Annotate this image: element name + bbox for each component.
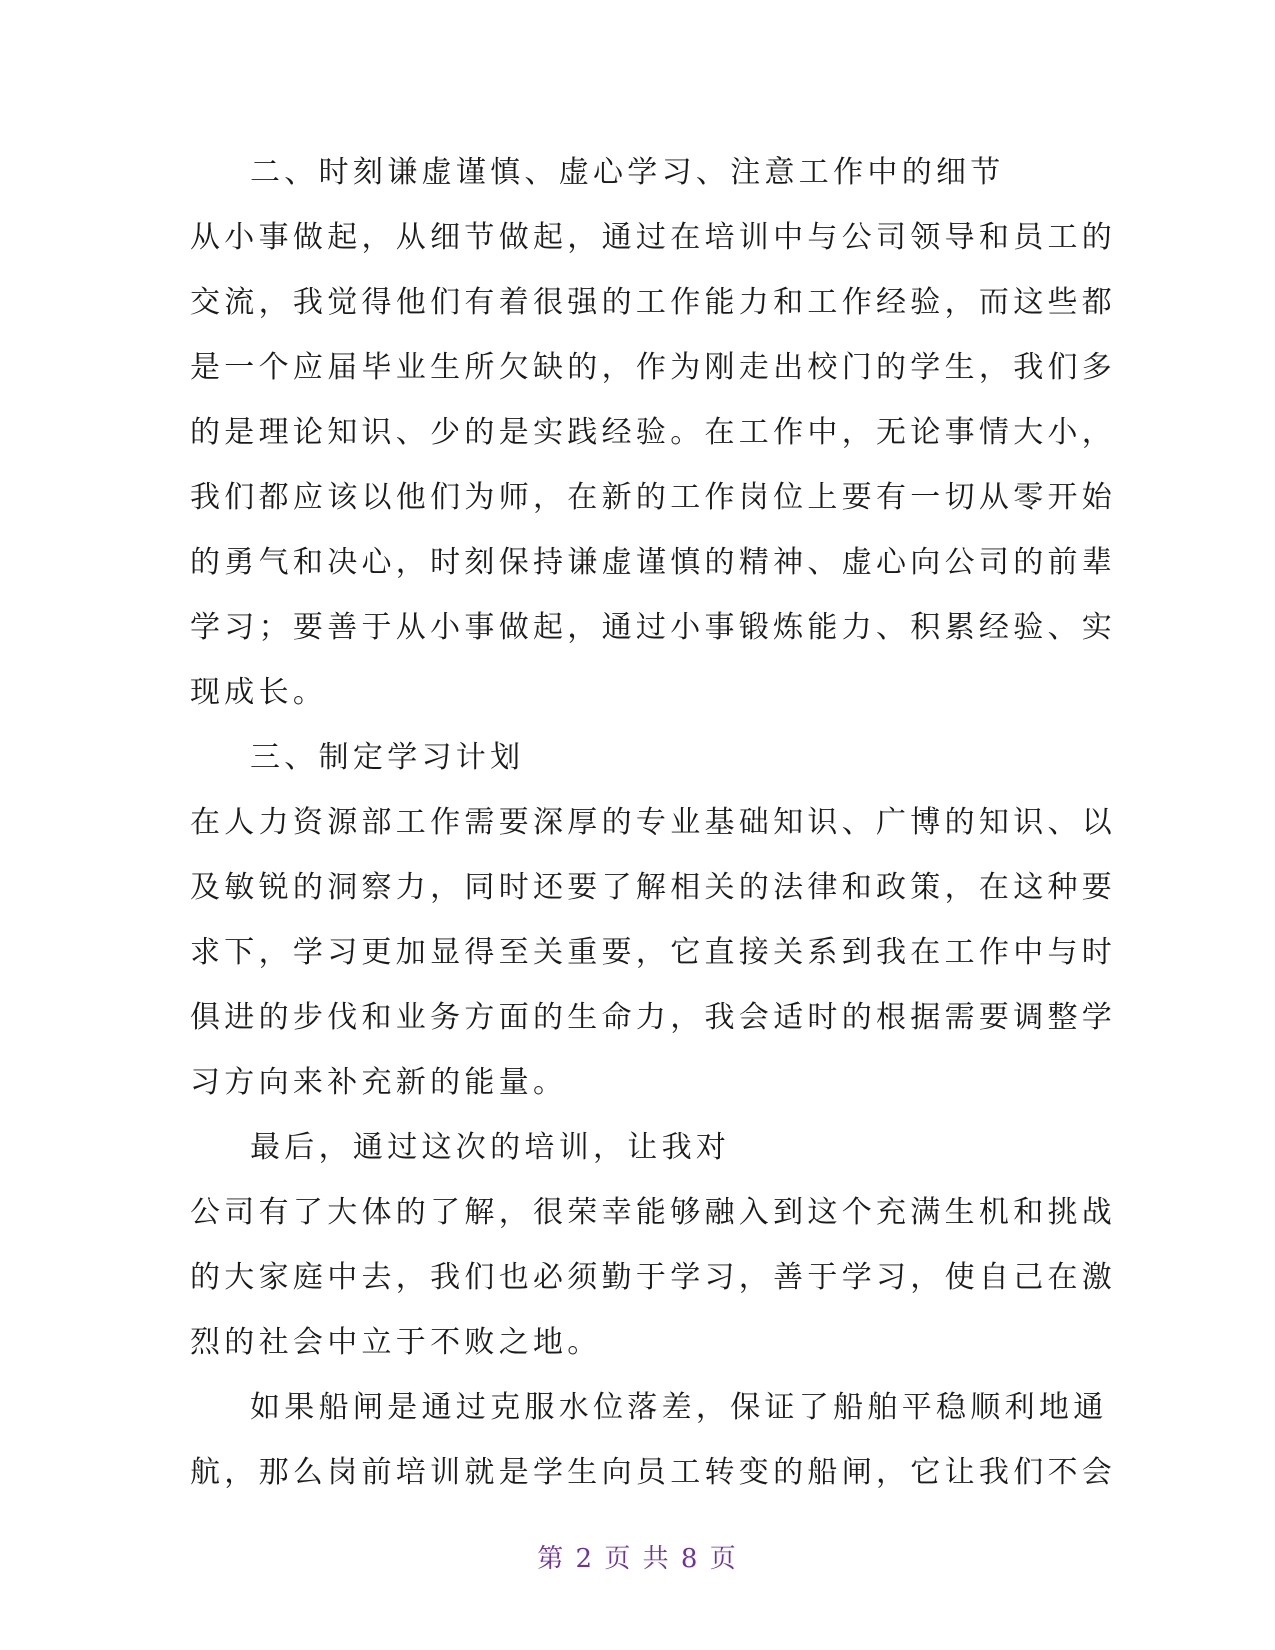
paragraph-line: 现成长。 (190, 675, 328, 710)
paragraph-line: 的勇气和决心，时刻保持谦虚谨慎的精神、虚心向公司的前辈 (190, 545, 1117, 580)
paragraph-line: 俱进的步伐和业务方面的生命力，我会适时的根据需要调整学 (190, 1000, 1117, 1035)
paragraph-line: 我们都应该以他们为师，在新的工作岗位上要有一切从零开始 (190, 480, 1117, 515)
section-heading-3: 三、制定学习计划 (250, 740, 525, 775)
paragraph-line: 在人力资源部工作需要深厚的专业基础知识、广博的知识、以 (190, 805, 1117, 840)
paragraph-line: 的是理论知识、少的是实践经验。在工作中，无论事情大小， (190, 415, 1117, 450)
page-number-footer: 第 2 页 共 8 页 (537, 1544, 738, 1574)
document-body (190, 140, 1117, 1505)
paragraph-line: 及敏锐的洞察力，同时还要了解相关的法律和政策，在这种要 (190, 870, 1117, 905)
paragraph-line: 航，那么岗前培训就是学生向员工转变的船闸，它让我们不会 (190, 1455, 1117, 1490)
paragraph-line: 学习；要善于从小事做起，通过小事锻炼能力、积累经验、实 (190, 610, 1117, 645)
paragraph-line: 烈的社会中立于不败之地。 (190, 1325, 602, 1360)
paragraph-line: 最后，通过这次的培训，让我对 (250, 1130, 731, 1165)
section-heading-2: 二、时刻谦虚谨慎、虚心学习、注意工作中的细节 (250, 155, 1005, 190)
paragraph-line: 习方向来补充新的能量。 (190, 1065, 568, 1100)
paragraph-line: 是一个应届毕业生所欠缺的，作为刚走出校门的学生，我们多 (190, 350, 1117, 385)
paragraph-line: 从小事做起，从细节做起，通过在培训中与公司领导和员工的 (190, 220, 1117, 255)
paragraph-line: 交流，我觉得他们有着很强的工作能力和工作经验，而这些都 (190, 285, 1117, 320)
paragraph-line: 如果船闸是通过克服水位落差，保证了船舶平稳顺利地通 (250, 1390, 1108, 1425)
paragraph-line: 求下，学习更加显得至关重要，它直接关系到我在工作中与时 (190, 935, 1117, 970)
paragraph-line: 公司有了大体的了解，很荣幸能够融入到这个充满生机和挑战 (190, 1195, 1117, 1230)
paragraph-line: 的大家庭中去，我们也必须勤于学习，善于学习，使自己在激 (190, 1260, 1117, 1295)
